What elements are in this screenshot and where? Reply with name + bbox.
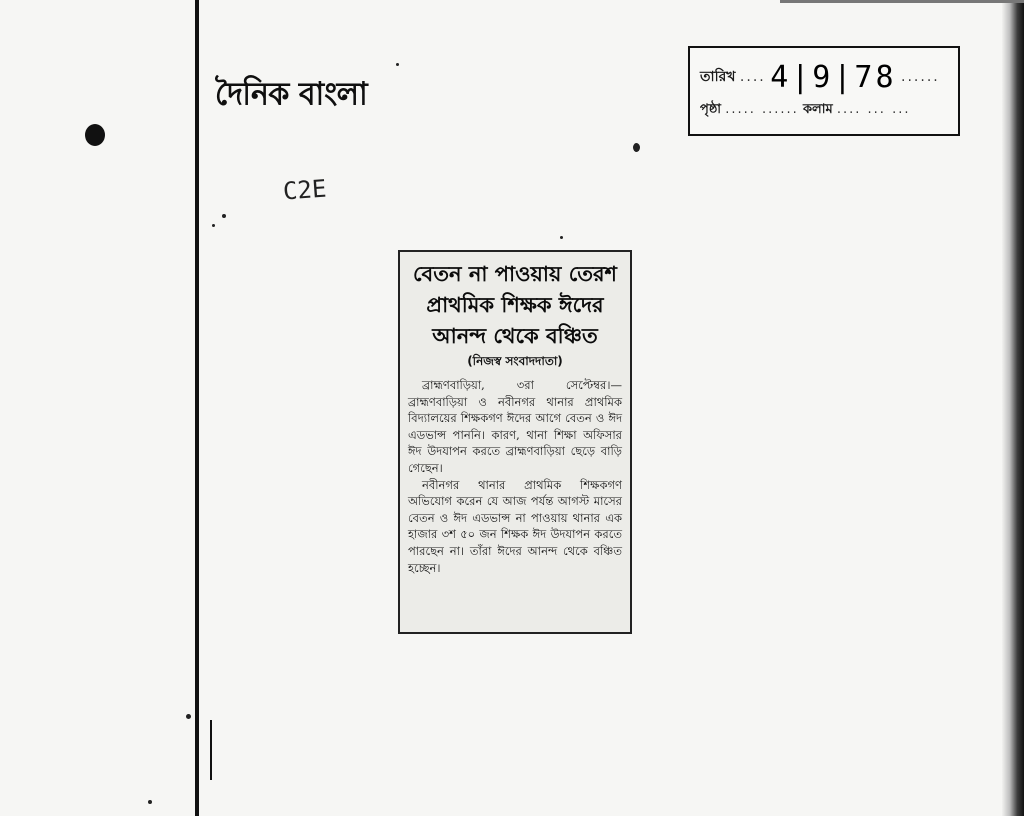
column-label: কলাম [802,102,833,117]
headline-line: প্রাথমিক শিক্ষক ঈদের [426,292,604,317]
article-paragraph: নবীনগর থানার প্রাথমিক শিক্ষকগণ অভিযোগ করেন যে আজ পর্যন্ত আগস্ট মাসের বেতন ও ঈদ এডভান্স না পাওয়ায় থানার এক হাজার ৩শ ৫০ জন শিক্ষক ঈদ উদযাপন করতে পারছেন না। তাঁরা ঈদের আনন্দ থেকে বঞ্চিত হচ্ছেন। [408,477,622,575]
clipping-body [408,377,622,576]
scan-speck [633,143,640,152]
scan-speck [222,214,226,218]
date-stamp-box [688,46,960,136]
newspaper-clipping [398,250,632,634]
scan-speck [560,236,563,239]
clipping-byline: (নিজস্ব সংবাদদাতা) [467,354,563,368]
date-label: তারিখ [700,69,736,85]
scan-shadow-edge [1002,0,1024,816]
headline-line: আনন্দ থেকে বঞ্চিত [432,323,598,348]
handwritten-date: 4|9|78 [770,60,897,95]
scan-speck [186,714,191,719]
margin-mark [210,720,212,780]
scan-speck [148,800,152,804]
dotted-leader: .... [739,69,766,85]
article-paragraph: ব্রাহ্মণবাড়িয়া, ৩রা সেপ্টেম্বর।— ব্রাহ্মণবাড়িয়া ও নবীনগর থানার প্রাথমিক বিদ্যালয়ের শিক্ষকগণ ঈদের আগে বেতন ও ঈদ এডভান্স পাননি। কারণ, থানা শিক্ষা অফিসার ঈদ উদযাপন করতে ব্রাহ্মণবাড়িয়া ছেড়ে বাড়ি গেছেন। [408,378,622,475]
scan-top-edge [780,0,1024,3]
scan-speck [212,224,215,227]
dotted-leader: .... ... ... [836,102,911,117]
archive-reference-code: C2E [282,174,328,206]
scan-speck [396,63,399,66]
newspaper-name: দৈনিক বাংলা [215,76,368,113]
headline-line: বেতন না পাওয়ায় তেরশ [413,261,617,286]
dotted-leader: ..... ...... [725,102,799,117]
dotted-leader: ...... [901,69,940,85]
clipping-headline [406,258,624,351]
page-column-row [700,100,910,121]
margin-line [195,0,199,816]
date-row [700,60,940,95]
page-label: পৃষ্ঠা [700,102,722,117]
binder-hole [85,124,105,146]
